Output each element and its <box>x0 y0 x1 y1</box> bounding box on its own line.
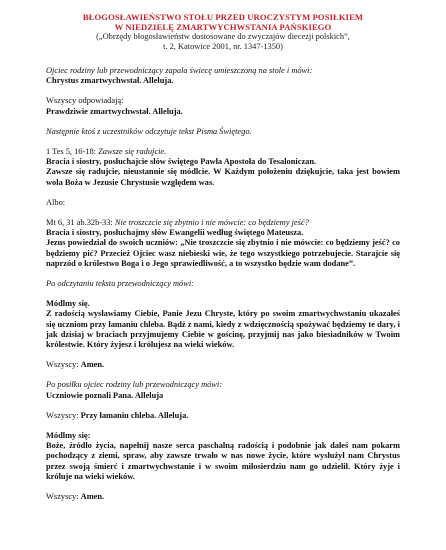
albo-label: Albo: <box>46 197 66 207</box>
amen-1-label: Wszyscy: <box>46 360 81 370</box>
amen-1-text: Amen. <box>80 360 105 370</box>
amen-2-line <box>46 492 400 502</box>
prayer-1-text: Z radością wysławiamy Ciebie, Panie Jezu Chryste, który po swoim zmartwychwstaniu ukazałeś się uczniom przy łamaniu chleba. Bądź z nami, kiedy z wdzięcznością spożywać będziemy te dary, i jak dzisiaj w braciach przyjmujemy Ciebie w gościnę, przyjmij nas jako biesiadników w Twoim królestwie. Który żyjesz i królujesz na wieki wieków. <box>46 309 400 350</box>
reading-1-intro: Bracia i siostry, posłuchajcie słów świętego Pawła Apostoła do Tesaloniczan. <box>46 157 317 167</box>
prayer-1-heading: Módlmy się. <box>46 299 90 309</box>
reading-2-ref: Mt 6, 31 ab.32b-33: <box>46 218 115 228</box>
prayer-1 <box>46 299 400 350</box>
reading-2-intro: Bracia i siostry, posłuchajmy słów Ewangelii według świętego Mateusza. <box>46 228 304 238</box>
document-title-line-2: W NIEDZIELĘ ZMARTWYCHWSTANIA PAŃSKIEGO <box>114 22 332 32</box>
rubric-after-meal: Po posiłku ojciec rodziny lub przewodniczący mówi: <box>46 380 223 390</box>
reading-1-reference <box>46 147 400 157</box>
source-citation-line-2: t. 2, Katowice 2001, nr. 1347-1350) <box>163 42 283 51</box>
response-label: Wszyscy: <box>46 410 81 420</box>
response-acclamation: Prawdziwie zmartwychwstał. Alleluja. <box>46 106 183 116</box>
rubric-all-respond: Wszyscy odpowiadają: <box>46 96 124 106</box>
after-reading-rubric-section <box>46 279 400 289</box>
after-meal-acclamation: Uczniowie poznali Pana. Alleluja <box>46 390 164 400</box>
amen-2-label: Wszyscy: <box>46 492 81 502</box>
response-section <box>46 96 400 116</box>
reading-2-ref-title: Nie troszczcie się zbytnio i nie mówcie: co będziemy jeść? <box>114 218 309 228</box>
opening-section <box>46 66 400 86</box>
prayer-2 <box>46 431 400 482</box>
amen-2-text: Amen. <box>80 492 105 502</box>
prayer-2-heading: Módlmy się: <box>46 431 91 441</box>
rubric-after-reading: Po odczytaniu tekstu przewodniczący mówi: <box>46 279 194 289</box>
reading-1-text: Zawsze się radujcie, nieustannie się módlcie. W Każdym położeniu dziękujcie, taka jest bowiem wola Boża w Jezusie Chrystusie względem was. <box>46 167 400 187</box>
source-citation-line-1: („Obrzędy błogosławieństw dostosowane do zwyczajów diecezji polskich”, <box>96 32 350 41</box>
document-header <box>46 12 400 52</box>
rubric-light-candle: Ojciec rodziny lub przewodniczący zapala świecę umieszczoną na stole i mówi: <box>46 66 313 75</box>
document-title-line-1: BŁOGOSŁAWIEŃSTWO STOŁU PRZED UROCZYSTYM POSIŁKIEM <box>82 12 364 22</box>
after-meal-response-section <box>46 411 400 421</box>
rubric-reading: Następnie ktoś z uczestników odczytuje tekst Pisma Świętego. <box>46 126 252 136</box>
reading-2-reference <box>46 218 400 228</box>
prayer-2-text: Boże, źródło życia, napełnij nasze serca paschalną radością i podobnie jak dałeś nam pokarm pochodzący z ziemi, spraw, aby zawsze trwało w nas nowe życie, które wysłużył nam Chrystus przez swoją śmierć i zmartwychwstanie i w swoim miłosierdziu nam go udzielił. Który żyje i króluje na wieki wieków. <box>46 441 400 481</box>
reading-1-ref-title: Zawsze się radujcie. <box>98 147 167 157</box>
amen-2 <box>46 492 400 502</box>
reading-1 <box>46 147 400 188</box>
after-meal-section <box>46 380 400 400</box>
after-meal-response <box>46 411 400 421</box>
reading-2 <box>46 218 400 269</box>
amen-1-line <box>46 360 400 370</box>
reading-2-text: Jezus powiedział do swoich uczniów: „Nie troszczcie się zbytnio i nie mówcie: co będziemy jeść? co będziemy pić? Przecież Ojciec wasz niebieski wie, że tego wszystkiego potrzebujecie. Starajcie się naprzód o królestwo Boga i o Jego sprawiedliwość, a to wszystko będzie wam dodane”. <box>46 238 400 268</box>
opening-acclamation: Chrystus zmartwychwstał. Alleluja. <box>46 76 174 86</box>
reading-rubric-section <box>46 127 400 137</box>
reading-1-ref: 1 Tes 5, 16-18: <box>46 147 99 157</box>
response-text: Przy łamaniu chleba. Alleluja. <box>80 410 189 420</box>
amen-1 <box>46 360 400 370</box>
albo-section <box>46 198 400 208</box>
